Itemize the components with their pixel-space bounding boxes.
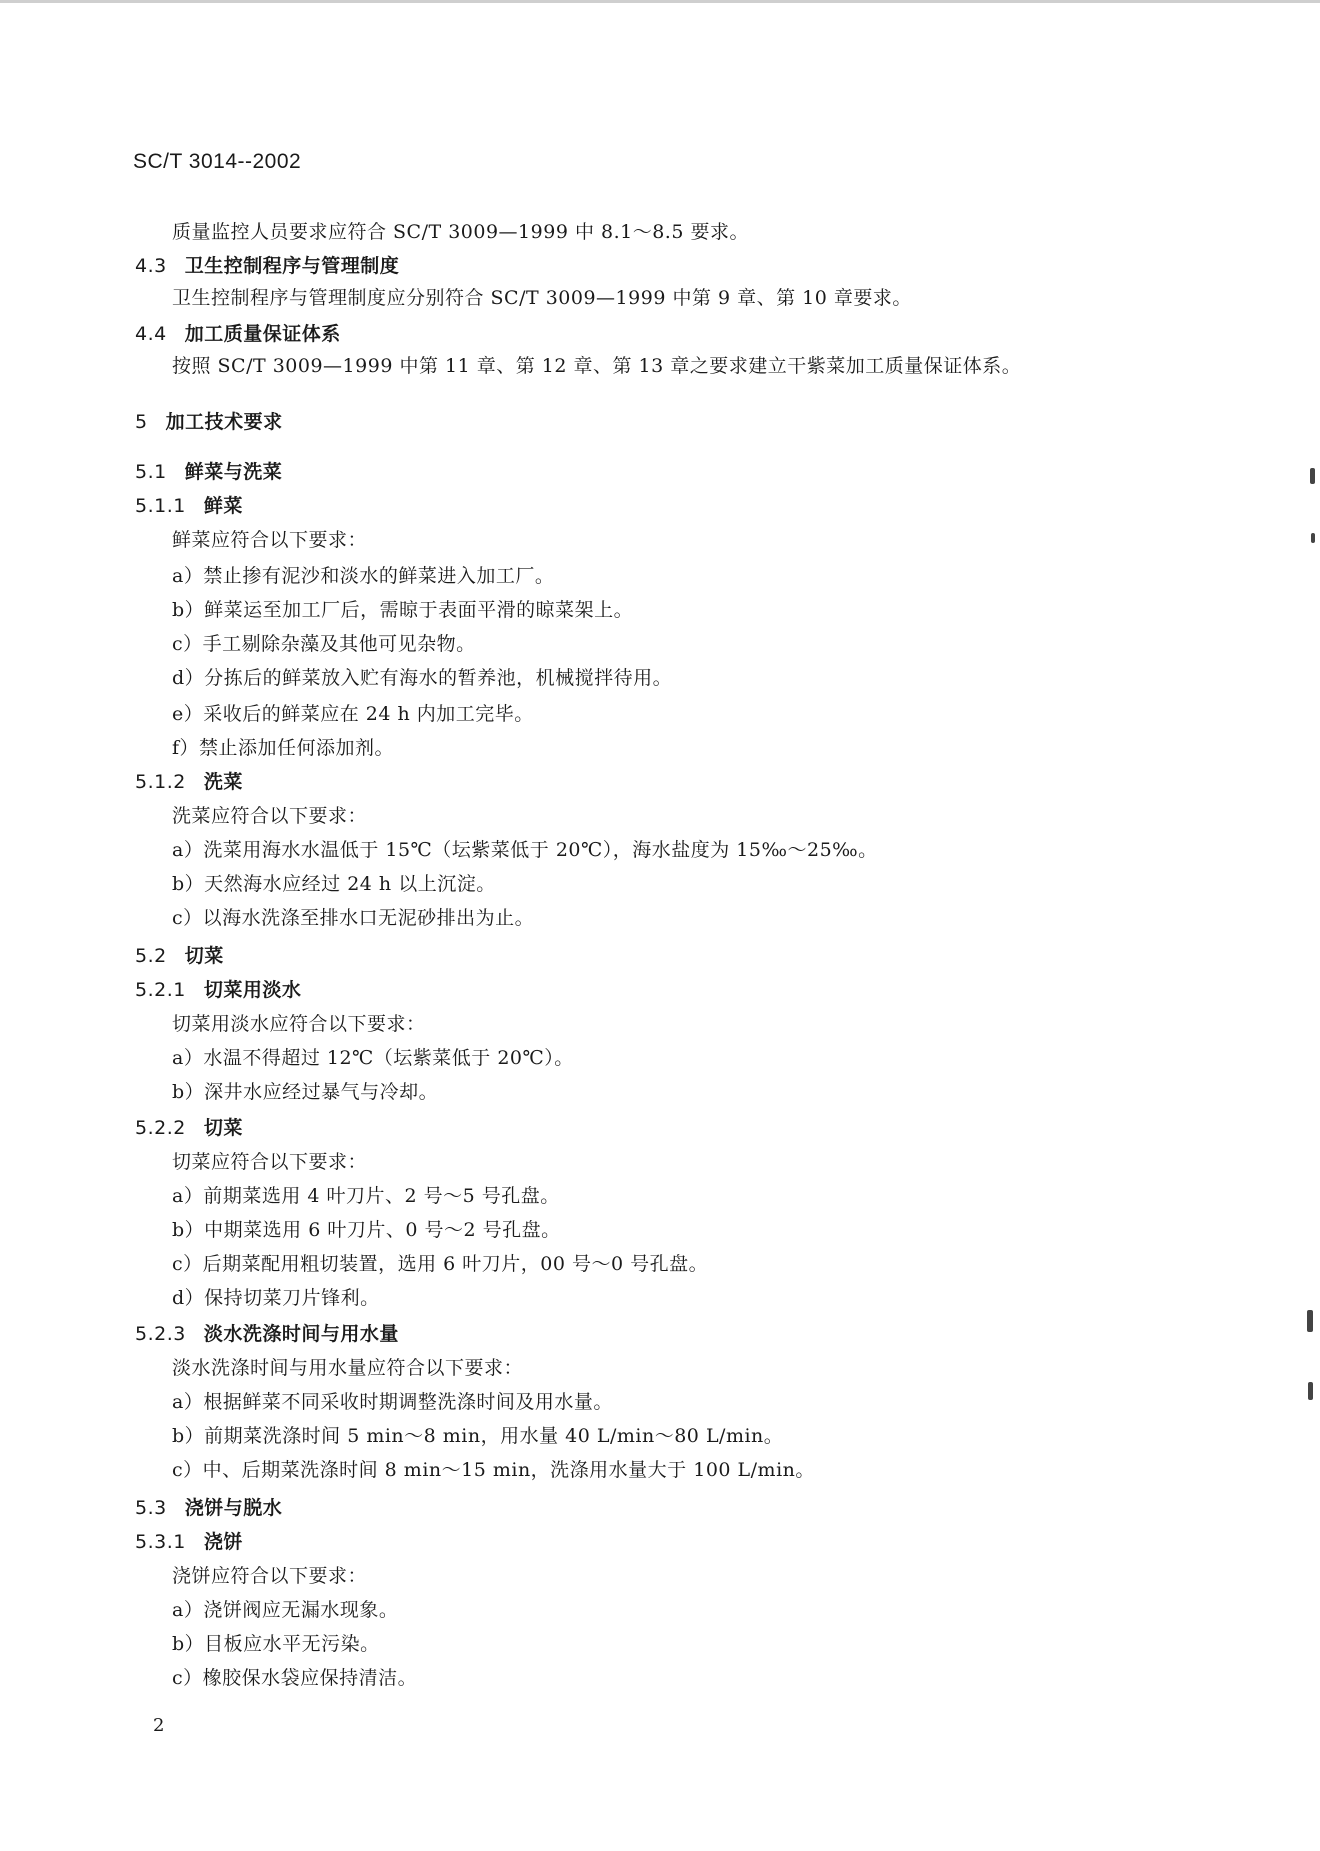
section-heading — [135, 460, 282, 484]
body-text-line: b）鲜菜运至加工厂后，需晾于表面平滑的晾菜架上。 — [172, 599, 634, 621]
section-number: 5.2.2 — [135, 1117, 186, 1139]
body-text-line: c）后期菜配用粗切装置，选用 6 叶刀片，00 号～0 号孔盘。 — [172, 1253, 709, 1275]
section-title: 切菜 — [184, 945, 224, 967]
body-text-line: a）浇饼阀应无漏水现象。 — [172, 1599, 399, 1621]
page-number: 2 — [153, 1715, 165, 1736]
section-number: 5.1 — [135, 461, 167, 483]
section-number: 5.3 — [135, 1497, 167, 1519]
section-number: 5.2.3 — [135, 1323, 186, 1345]
section-number: 5.1.1 — [135, 495, 186, 517]
section-title: 切菜用淡水 — [203, 979, 302, 1001]
section-title: 鲜菜 — [203, 495, 243, 517]
section-number: 5.2.1 — [135, 979, 186, 1001]
scan-mark — [1310, 468, 1315, 484]
body-text-line: c）中、后期菜洗涤时间 8 min～15 min，洗涤用水量大于 100 L/min。 — [172, 1459, 815, 1481]
body-text-line: 切菜用淡水应符合以下要求： — [172, 1013, 426, 1035]
body-text-line: 鲜菜应符合以下要求： — [172, 529, 368, 551]
body-text-line: 按照 SC/T 3009—1999 中第 11 章、第 12 章、第 13 章之要求建立干紫菜加工质量保证体系。 — [172, 355, 1022, 377]
body-text-line: b）前期菜洗涤时间 5 min～8 min，用水量 40 L/min～80 L/min。 — [172, 1425, 784, 1447]
section-number: 5.3.1 — [135, 1531, 186, 1553]
body-text-line: b）深井水应经过暴气与冷却。 — [172, 1081, 439, 1103]
body-text-line: 质量监控人员要求应符合 SC/T 3009—1999 中 8.1～8.5 要求。 — [172, 221, 749, 243]
body-text-line: 切菜应符合以下要求： — [172, 1151, 368, 1173]
section-title: 浇饼与脱水 — [184, 1497, 283, 1519]
section-title: 切菜 — [203, 1117, 243, 1139]
body-text-line: b）目板应水平无污染。 — [172, 1633, 380, 1655]
body-text-line: d）保持切菜刀片锋利。 — [172, 1287, 380, 1309]
section-title: 浇饼 — [203, 1531, 243, 1553]
body-text-line: b）中期菜选用 6 叶刀片、0 号～2 号孔盘。 — [172, 1219, 561, 1241]
body-text-line: c）以海水洗涤至排水口无泥砂排出为止。 — [172, 907, 535, 929]
scan-top-edge — [0, 0, 1320, 3]
body-text-line: a）禁止掺有泥沙和淡水的鲜菜进入加工厂。 — [172, 565, 555, 587]
scan-mark — [1311, 533, 1315, 543]
section-number: 5.2 — [135, 945, 167, 967]
body-text-line: b）天然海水应经过 24 h 以上沉淀。 — [172, 873, 496, 895]
section-title: 加工技术要求 — [165, 411, 283, 433]
body-text-line: 淡水洗涤时间与用水量应符合以下要求： — [172, 1357, 524, 1379]
section-heading — [135, 322, 341, 346]
body-text-line: e）采收后的鲜菜应在 24 h 内加工完毕。 — [172, 703, 534, 725]
body-text-line: a）水温不得超过 12℃（坛紫菜低于 20℃）。 — [172, 1047, 574, 1069]
body-text-line: 洗菜应符合以下要求： — [172, 805, 368, 827]
section-heading — [135, 1496, 282, 1520]
section-heading — [135, 770, 243, 794]
section-title: 加工质量保证体系 — [184, 323, 341, 345]
body-text-line: a）根据鲜菜不同采收时期调整洗涤时间及用水量。 — [172, 1391, 613, 1413]
section-heading — [135, 494, 243, 518]
section-number: 5.1.2 — [135, 771, 186, 793]
section-number: 5 — [135, 411, 148, 433]
scan-mark — [1307, 1310, 1313, 1332]
section-title: 卫生控制程序与管理制度 — [184, 255, 400, 277]
section-heading — [135, 1530, 243, 1554]
section-heading — [135, 1322, 399, 1346]
section-heading — [135, 1116, 243, 1140]
body-text-line: d）分拣后的鲜菜放入贮有海水的暂养池，机械搅拌待用。 — [172, 667, 673, 689]
scan-mark — [1308, 1382, 1313, 1400]
section-title: 淡水洗涤时间与用水量 — [203, 1323, 399, 1345]
body-text-line: c）手工剔除杂藻及其他可见杂物。 — [172, 633, 476, 655]
body-text-line: a）洗菜用海水水温低于 15℃（坛紫菜低于 20℃），海水盐度为 15‰～25‰。 — [172, 839, 878, 861]
section-heading — [135, 254, 399, 278]
section-title: 鲜菜与洗菜 — [184, 461, 283, 483]
section-title: 洗菜 — [203, 771, 243, 793]
body-text-line: f）禁止添加任何添加剂。 — [172, 737, 395, 759]
section-heading — [135, 944, 224, 968]
body-text-line: 浇饼应符合以下要求： — [172, 1565, 368, 1587]
body-text-line: 卫生控制程序与管理制度应分别符合 SC/T 3009—1999 中第 9 章、第 10 章要求。 — [172, 287, 912, 309]
section-number: 4.4 — [135, 323, 167, 345]
standard-code-header: SC/T 3014--2002 — [133, 150, 302, 173]
section-number: 4.3 — [135, 255, 167, 277]
section-heading — [135, 978, 301, 1002]
body-text-line: a）前期菜选用 4 叶刀片、2 号～5 号孔盘。 — [172, 1185, 560, 1207]
body-text-line: c）橡胶保水袋应保持清洁。 — [172, 1667, 418, 1689]
section-heading — [135, 410, 283, 434]
